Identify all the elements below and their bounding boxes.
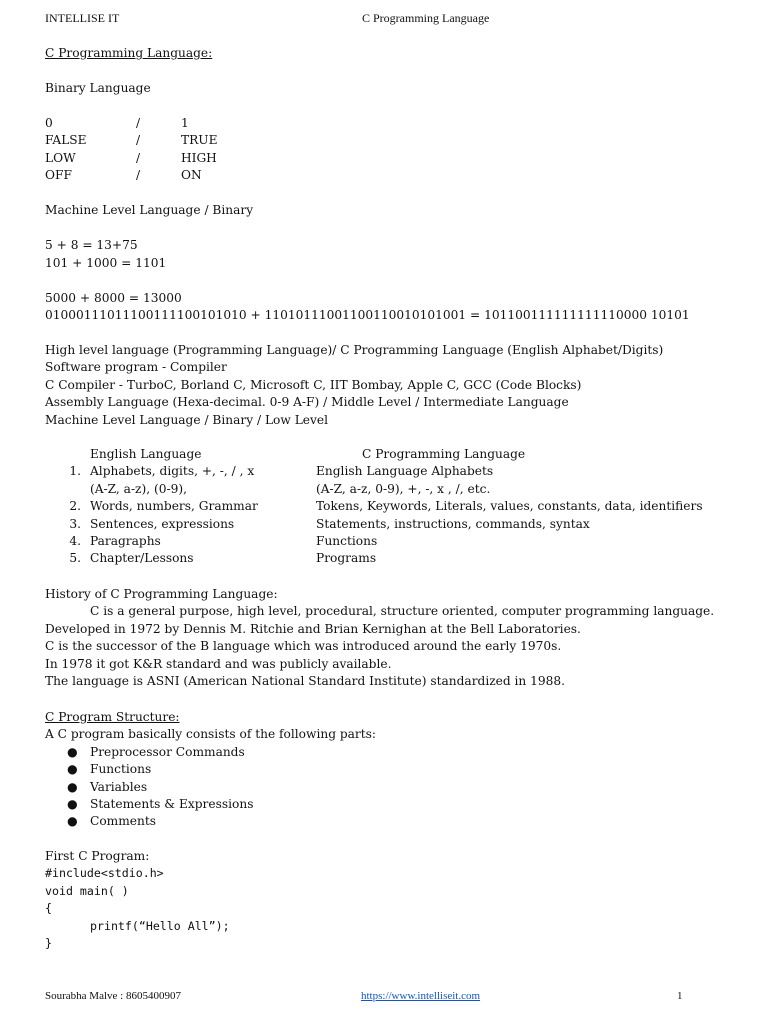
level-line: Machine Level Language / Binary / Low Level <box>45 412 328 427</box>
col-header-english: English Language <box>90 447 202 461</box>
bullet-icon: ● <box>67 779 78 794</box>
list-item <box>45 813 376 830</box>
bullet-icon: ● <box>67 762 78 777</box>
history-line: C is a general purpose, high level, procedural, structure oriented, computer programming language. <box>90 604 715 619</box>
structure-intro: A C program basically consists of the following parts: <box>45 727 377 742</box>
list-item-label: Variables <box>90 779 148 794</box>
first-program-heading: First C Program: <box>45 849 150 863</box>
comparison-header <box>45 446 745 463</box>
row-english: Alphabets, digits, +, -, / , x <box>90 464 255 479</box>
col-header-c: C Programming Language <box>362 447 526 461</box>
level-line: C Compiler - TurboC, Borland C, Microsoft C, IIT Bombay, Apple C, GCC (Code Blocks) <box>45 377 582 392</box>
row-english: Sentences, expressions <box>90 516 235 531</box>
bullet-icon: ● <box>67 814 78 829</box>
sum-line: 5000 + 8000 = 13000 <box>45 291 182 305</box>
comparison-row <box>45 516 745 533</box>
sum-line: 5 + 8 = 13+75 <box>45 238 138 252</box>
binary-left: FALSE <box>45 133 87 148</box>
list-item-label: Statements & Expressions <box>90 797 254 812</box>
footer-link[interactable]: https://www.intelliseit.com <box>361 990 481 1002</box>
list-item-label: Functions <box>90 762 152 777</box>
binary-left: OFF <box>45 168 72 183</box>
footer-author: Sourabha Malve : 8605400907 <box>45 990 181 1002</box>
comparison-table <box>45 446 745 568</box>
history-heading: History of C Programming Language: <box>45 587 278 601</box>
binary-left: LOW <box>45 150 76 165</box>
row-c: English Language Alphabets <box>316 464 494 479</box>
binary-heading: Binary Language <box>45 81 151 95</box>
row-c: Programs <box>316 551 377 566</box>
row-english: Words, numbers, Grammar <box>90 499 258 514</box>
list-item-label: Preprocessor Commands <box>90 744 245 759</box>
row-c: Statements, instructions, commands, syntax <box>316 516 590 531</box>
structure-list <box>45 744 376 831</box>
binary-sep: / <box>136 168 141 183</box>
list-item <box>45 796 376 813</box>
binary-left: 0 <box>45 116 53 130</box>
row-number: 2. <box>69 499 81 514</box>
history-line: The language is ASNI (American National Standard Institute) standardized in 1988. <box>45 674 566 689</box>
header-center: C Programming Language <box>362 11 490 25</box>
row-c: Functions <box>316 533 378 548</box>
structure-section <box>45 709 376 831</box>
row-c: Tokens, Keywords, Literals, values, constants, data, identifiers <box>316 499 703 514</box>
row-c: (A-Z, a-z, 0-9), +, -, x , /, etc. <box>316 481 491 496</box>
level-line: Software program - Compiler <box>45 360 227 375</box>
list-item <box>45 761 376 778</box>
row-number: 3. <box>69 516 81 531</box>
level-line: High level language (Programming Language)/ C Programming Language (English Alphabet/Digits) <box>45 343 664 357</box>
header-left: INTELLISE IT <box>45 11 120 25</box>
sum-line: 101 + 1000 = 1101 <box>45 256 167 270</box>
binary-right: 1 <box>181 116 189 130</box>
list-item-label: Comments <box>90 814 156 829</box>
history-line: In 1978 it got K&R standard and was publicly available. <box>45 656 392 671</box>
comparison-row <box>45 550 745 567</box>
comparison-row <box>45 498 745 515</box>
binary-right: HIGH <box>181 150 217 165</box>
binary-sum-line: 01000111011100111100101010 + 11010111001100110010101001 = 101100111111111110000 10101 <box>45 308 690 322</box>
history-line: C is the successor of the B language which was introduced around the early 1970s. <box>45 639 562 654</box>
binary-right: ON <box>181 168 202 183</box>
binary-sep: / <box>136 133 141 148</box>
row-number: 5. <box>69 551 81 566</box>
binary-right: TRUE <box>181 133 218 148</box>
row-number: 1. <box>69 464 81 479</box>
row-number: 4. <box>69 533 81 548</box>
code-line: } <box>45 936 52 951</box>
binary-sep: / <box>136 116 141 130</box>
structure-heading: C Program Structure: <box>45 710 180 724</box>
bullet-icon: ● <box>67 797 78 812</box>
comparison-row <box>45 533 745 550</box>
page-title: C Programming Language: <box>45 46 213 60</box>
bullet-icon: ● <box>67 744 78 759</box>
code-line: printf(“Hello All”); <box>90 918 230 933</box>
page-number: 1 <box>677 990 683 1002</box>
code-line: void main( ) <box>45 883 129 898</box>
first-program-section <box>45 848 230 952</box>
level-line: Assembly Language (Hexa-decimal. 0-9 A-F) / Middle Level / Intermediate Language <box>45 395 569 410</box>
row-english: Chapter/Lessons <box>90 551 194 566</box>
row-english: Paragraphs <box>90 533 161 548</box>
comparison-row <box>45 463 745 480</box>
history-section <box>45 586 714 690</box>
binary-sep: / <box>136 150 141 165</box>
list-item <box>45 744 376 761</box>
machine-binary-line: Machine Level Language / Binary <box>45 203 254 217</box>
comparison-row <box>45 481 745 498</box>
history-line: Developed in 1972 by Dennis M. Ritchie and Brian Kernighan at the Bell Laboratories. <box>45 621 581 636</box>
code-line: #include<stdio.h> <box>45 866 164 881</box>
row-english: (A-Z, a-z), (0-9), <box>90 481 187 496</box>
language-levels <box>45 342 663 429</box>
code-line: { <box>45 901 52 916</box>
list-item <box>45 779 376 796</box>
